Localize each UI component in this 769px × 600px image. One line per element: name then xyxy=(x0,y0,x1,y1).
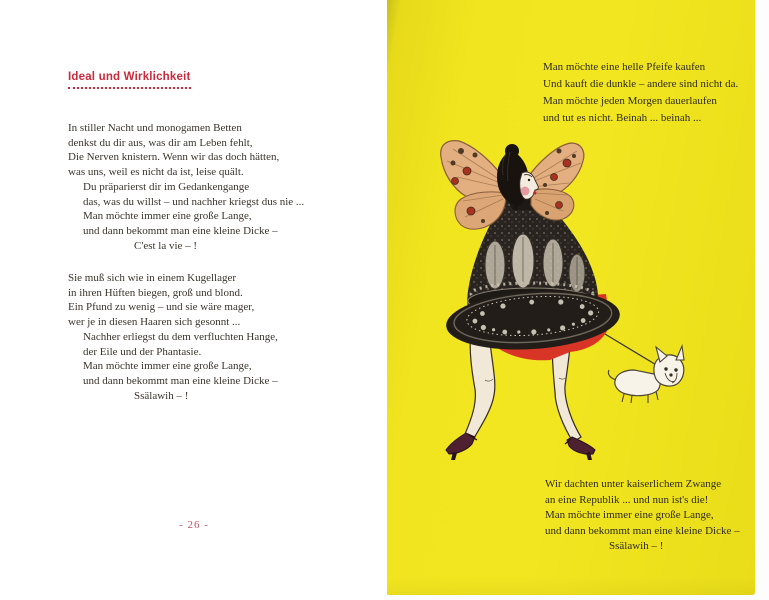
stanza-top-right xyxy=(543,59,738,127)
poem-line: an eine Republik ... und nun ist's die! xyxy=(545,493,709,506)
poem-line: Ein Pfund zu wenig – und sie wäre mager, xyxy=(68,301,255,314)
poem-line: Man möchte immer eine große Lange, xyxy=(83,210,252,223)
stanza-2 xyxy=(68,271,278,403)
poem-line: und dann bekommt man eine kleine Dicke – xyxy=(545,524,740,537)
poem-line: der Eile und der Phantasie. xyxy=(83,345,202,358)
dog-leash xyxy=(600,331,658,366)
poem-line: und dann bekommt man eine kleine Dicke – xyxy=(83,374,278,387)
poem-line: Man möchte immer eine große Lange, xyxy=(83,360,252,373)
poem-line: in ihren Hüften biegen, groß und blond. xyxy=(68,286,243,299)
poem-line: C'est la vie – ! xyxy=(134,239,198,252)
poem-line: Man möchte eine helle Pfeife kaufen xyxy=(543,61,706,73)
woman-with-dog-illustration xyxy=(409,133,709,483)
poem-line: Du präparierst dir im Gedankengange xyxy=(83,180,250,193)
dog-illustration xyxy=(608,346,684,403)
right-page xyxy=(387,0,755,595)
poem-title: Ideal und Wirklichkeit xyxy=(68,71,191,89)
poem-line: Wir dachten unter kaiserlichem Zwange xyxy=(545,478,722,490)
poem-line: Man möchte jeden Morgen dauerlaufen xyxy=(543,95,717,107)
stanza-1 xyxy=(68,121,304,253)
page-number: - 26 - xyxy=(179,519,209,531)
poem-line: was uns, weil es nicht da ist, leise quält. xyxy=(68,166,244,179)
poem-line: In stiller Nacht und monogamen Betten xyxy=(68,122,242,134)
poem-line: wer je in diesen Haaren sich gesonnt ... xyxy=(68,316,241,329)
poem-line: Die Nerven knistern. Wenn wir das doch hätten, xyxy=(68,151,280,164)
poem-line: Ssälawih – ! xyxy=(134,389,189,402)
poem-line: und dann bekommt man eine kleine Dicke – xyxy=(83,224,278,237)
woman-shoes xyxy=(446,433,595,460)
poem-line: Und kauft die dunkle – andere sind nicht da. xyxy=(543,78,739,90)
poem-line: und tut es nicht. Beinah ... beinah ... xyxy=(543,112,702,124)
stanza-bottom-right xyxy=(545,477,740,555)
poem-line: Nachher erliegst du dem verfluchten Hange, xyxy=(83,330,278,343)
poem-line: denkst du dir aus, was dir am Leben fehlt, xyxy=(68,136,253,149)
poem-line: Man möchte immer eine große Lange, xyxy=(545,509,714,521)
poem-line: Sie muß sich wie in einem Kugellager xyxy=(68,272,237,284)
poem-line: Ssälawih – ! xyxy=(609,540,664,552)
poem-line: das, was du willst – und nachher kriegst dus nie ... xyxy=(83,195,305,208)
